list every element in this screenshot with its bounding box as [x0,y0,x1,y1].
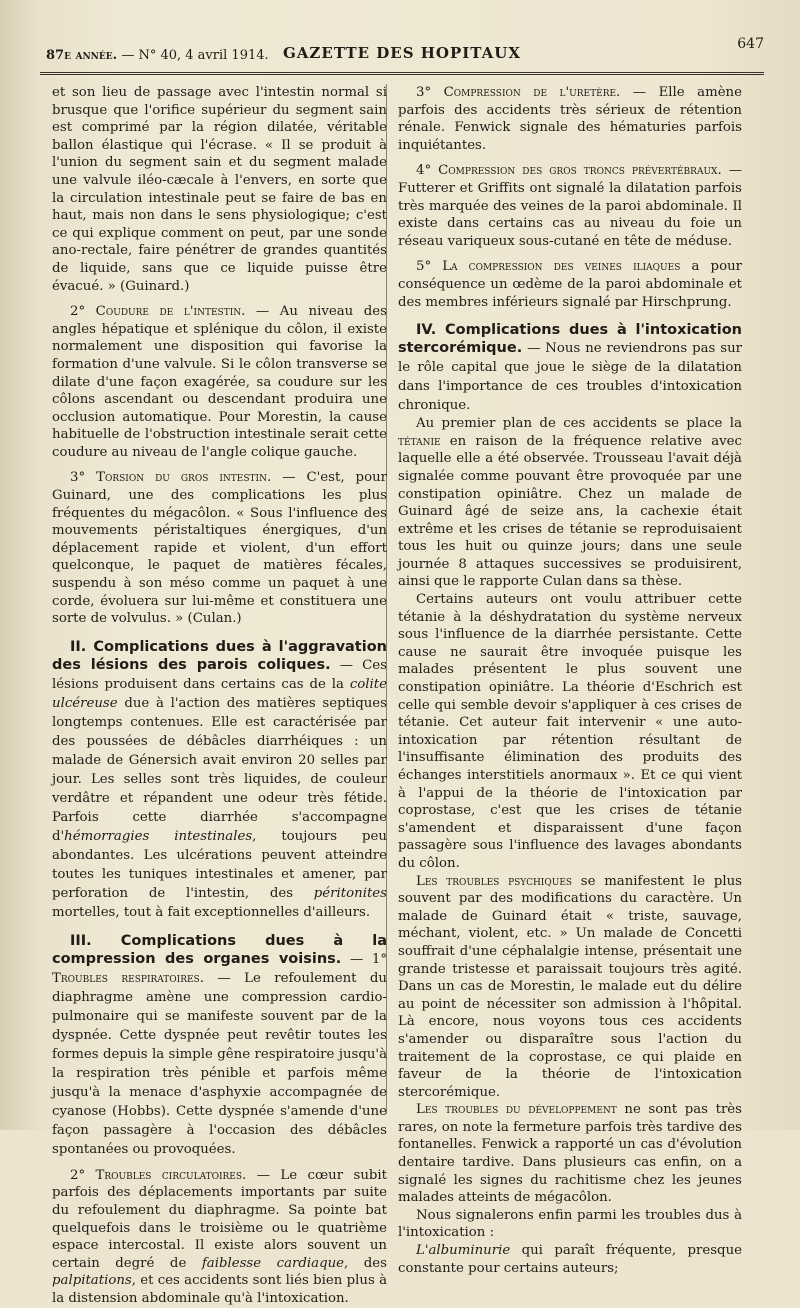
paragraph [398,162,742,250]
paragraph-text: — Nous ne reviendrons pas sur le rôle capital que joue le siège de la dilatation dans l'importance de ces troubles d'intoxication chronique. [398,341,742,414]
paragraph-text: a pour conséquence un œdème de la paroi abdominale et des membres inférieurs signalé par Hirschprung. [398,259,742,310]
paragraph-text: ne sont pas très rares, on note la fermeture parfois très tardive des fontanelles. Fenwick a rapporté un cas d'évolution dentaire tardive. Dans plusieurs cas enfin, on a signalé les signes du rachitisme chez les jeunes malades atteints de mégacôlon. [398,1102,742,1206]
paragraph [398,1101,742,1207]
paragraph [398,1242,742,1277]
paragraph-text: — Le refoulement du diaphragme amène une compression cardio-pulmonaire qui se manifeste souvent par de la dyspnée. Cette dyspnée peut revêtir toutes les formes depuis la simple gêne respiratoire jusqu'à la respiration très pénible et parfois même jusqu'à la menace d'asphyxie accompagnée de cyanose (Hobbs). Cette dyspnée s'amende d'une façon passagère à l'occasion des débâcles spontanées ou provoquées. [52,970,387,1157]
paragraph-text: — Au niveau des angles hépatique et splénique du côlon, il existe normalement une disposition qui favorise la formation d'une valvule. Si le côlon transverse se dilate d'une façon exagérée, sa coudure sur les côlons ascendant ou descendant produira une occlusion automatique. Pour Morestin, la cause habituelle de l'obstruction intestinale serait cette coudure au niveau de l'angle colique gauche. [52,304,387,460]
paragraph-text: — Le cœur subit parfois des déplacements importants par suite du refoulement du diaphragme. Sa pointe bat quelquefois dans le troisième ou le quatrième espace intercostal. Il existe alors souvent un certain degré de [52,1167,387,1271]
subsection-heading: Les troubles du développement [416,1102,617,1118]
journal-title: GAZETTE DES HOPITAUX [282,44,521,62]
paragraph-text: mortelles, tout à fait exceptionnelles d'ailleurs. [52,904,371,920]
paragraph [398,258,742,311]
emphasis: L'albuminurie [416,1243,511,1259]
page-header [40,28,764,68]
paragraph [52,1167,387,1308]
paragraph-text: — 1° [341,951,388,967]
paragraph [398,84,742,154]
year-label: 87e année. [46,48,118,63]
section-title: II. Complications dues à l'aggravation des lésions des parois coliques. [52,638,387,673]
subsection-heading: 4° Compression des gros troncs prévertébraux. [416,163,722,179]
paragraph-text: en raison de la fréquence relative avec laquelle elle a été observée. Trousseau l'avait déjà signalée comme pouvant être provoquée par une constipation opiniâtre. Chez un malade de Guinard âgé de seize ans, la cachexie était extrême et les crises de tétanie se reproduisaient tous les huit ou quinze jours; dans une seule journée 8 attaques successives se produisirent, ainsi que le rapporte Culan dans sa thèse. [398,433,742,590]
emphasis: faiblesse cardiaque [201,1255,345,1271]
paragraph-text: se manifestent le plus souvent par des modifications du caractère. Un malade de Guinard était « triste, sauvage, méchant, violent, etc. » Un malade de Concetti souffrait d'une céphalalgie intense, présentait une grande tristesse et paraissait toujours très agité. Dans un cas de Morestin, le malade eut du délire au point de nécessiter son admission à l'hôpital. Là encore, nous voyons tous ces accidents s'amender ou disparaître sous l'action du traitement de la coprostase, ce qui plaide en faveur de la théorie de l'intoxication stercorémique. [398,873,742,1100]
paragraph-text: — Elle amène parfois des accidents très sérieux de rétention rénale. Fenwick signale des hématuries parfois inquiétantes. [398,85,742,153]
emphasis: hémorragies intestinales [64,828,253,844]
left-column [52,84,387,1308]
paragraph: Nous signalerons enfin parmi les troubles dus à l'intoxication : [398,1207,742,1241]
subsection-heading: 2° Troubles circulatoires. [70,1167,247,1183]
paragraph [52,303,387,461]
paragraph-text: — Ces lésions produisent dans certains cas de la [52,657,387,692]
section-title: IV. Complications dues à l'intoxication stercorémique. [398,322,742,357]
paragraph-text: , et ces accidents sont liés bien plus à la distension abdominale qu'à l'intoxication. [52,1273,387,1306]
section-heading [52,638,387,922]
paragraph [52,469,387,627]
section-heading [52,932,387,1159]
subsection-heading: 2° Coudure de l'intestin. [70,304,246,320]
paragraph-text: — C'est, pour Guinard, une des complications les plus fréquentes du mégacôlon. « Sous l'influence des mouvements péristaltiques énergiques, d'un déplacement rapide et violent, d'un effort quelconque, le paquet de matières fécales, suspendu à son méso comme un paquet à une corde, évoluera sur lui-même et constituera une sorte de volvulus. » (Culan.) [52,470,387,627]
paragraph-text: , des [344,1255,387,1271]
header-rule [40,72,764,75]
subsection-heading: 5° La compression des veines iliaques [416,259,681,275]
paragraph-text: due à l'action des matières septiques longtemps contenues. Elle est caractérisée par des poussées de débâcles diarrhéiques : un malade de Génersich avait environ 20 selles par jour. Les selles sont très liquides, de couleur verdâtre et répandent une odeur très fétide. Parfois cette diarrhée s'accompagne d' [52,695,387,844]
paragraph-text: Au premier plan de ces accidents se place la [416,416,742,432]
section-heading [398,321,742,415]
right-column [398,84,742,1277]
subsection-heading: Troubles respiratoires. [52,970,204,986]
subsection-heading: Les troubles psychiques [416,873,573,889]
subsection-heading: 3° Torsion du gros intestin. [70,470,272,486]
paragraph [398,873,742,1102]
emphasis: péritonites [313,885,387,901]
paragraph-text: , toujours peu abondantes. Les ulcérations peuvent atteindre toutes les tuniques intestinales et amener, par perforation de l'intestin, des [52,828,387,901]
paragraph-text: qui paraît fréquente, presque constante pour certains auteurs; [398,1243,742,1276]
paragraph: Certains auteurs ont voulu attribuer cette tétanie à la déshydratation du système nerveux sous l'influence de la diarrhée persistante. Cette cause ne saurait être invoquée puisque les malades présentent le plus souvent une constipation opiniâtre. La théorie d'Eschrich est celle qui semble devoir s'appliquer à ces crises de tétanie. Cet auteur fait intervenir « une auto-intoxication par rétention résultant de l'insuffisante élimination des produits des échanges interstitiels anormaux ». Et ce qui vient à l'appui de la théorie de l'intoxication par coprostase, c'est que les crises de tétanie s'amendent et disparaissent d'une façon passagère sous l'influence des lavages abondants du côlon. [398,592,742,871]
paragraph [398,415,742,591]
term: tétanie [398,433,441,449]
paragraph: et son lieu de passage avec l'intestin normal si brusque que l'orifice supérieur du segment sain est comprimé par la région dilatée, véritable ballon élastique qui l'écrase. « Il se produit à l'union du segment sain et du segment malade une valvule iléo-cæcale à l'envers, en sorte que la circulation intestinale peut se faire de bas en haut, mais non dans le sens physiologique; c'est ce qui explique comment on peut, par une sonde ano-rectale, faire pénétrer de grandes quantités de liquide, sans que ce liquide puisse être évacué. » (Guinard.) [52,85,387,294]
subsection-heading: 3° Compression de l'uretère. [416,85,621,100]
paragraph-text: — Futterer et Griffits ont signalé la dilatation parfois très marquée des veines de la paroi abdominale. Il existe dans certains cas au niveau du foie un réseau variqueux sous-cutané en tête de méduse. [398,163,742,249]
section-title: III. Complications dues à la compression des organes voisins. [52,932,387,967]
emphasis: palpitations [52,1273,132,1289]
issue-number: — N° 40, 4 avril 1914. [121,48,269,63]
page-number: 647 [737,36,764,52]
emphasis: colite ulcéreuse [52,676,387,711]
